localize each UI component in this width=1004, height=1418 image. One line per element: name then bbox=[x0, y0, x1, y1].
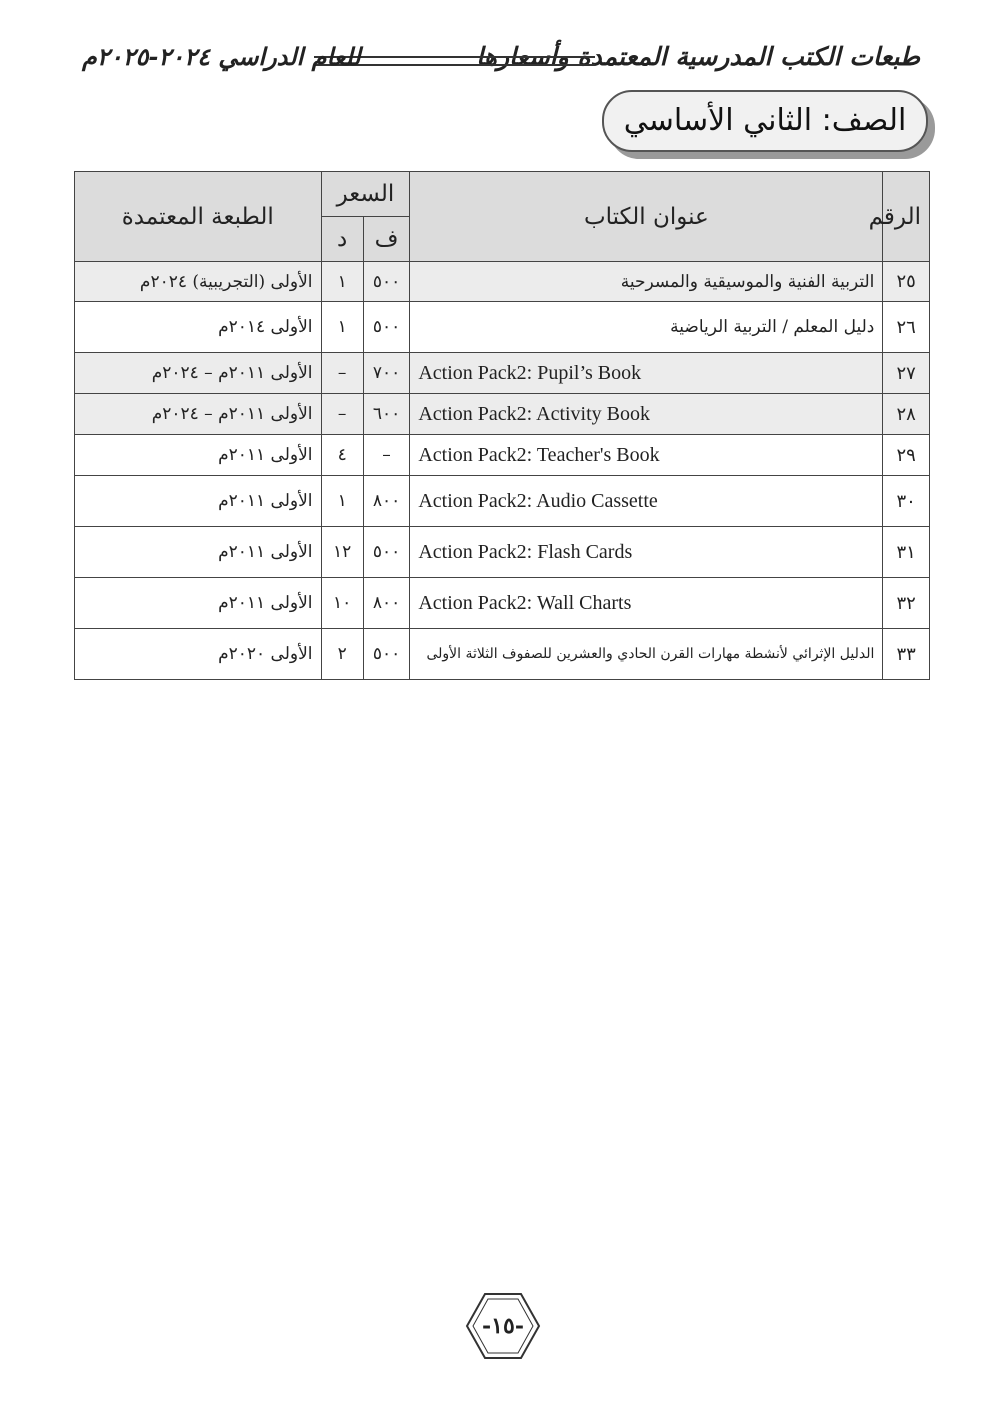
row-edition: الأولى ٢٠١١م – ٢٠٢٤م bbox=[75, 394, 322, 435]
header-price: السعر bbox=[321, 172, 410, 217]
table-row bbox=[75, 476, 930, 527]
table-row bbox=[75, 527, 930, 578]
row-title: Action Pack2: Activity Book bbox=[410, 394, 883, 435]
row-number: ٢٥ bbox=[883, 262, 930, 302]
row-number: ٣١ bbox=[883, 527, 930, 578]
header-number: الرقم bbox=[883, 172, 930, 262]
row-edition: الأولى ٢٠١١م bbox=[75, 527, 322, 578]
table-row bbox=[75, 353, 930, 394]
row-number: ٣٢ bbox=[883, 578, 930, 629]
table-row bbox=[75, 302, 930, 353]
row-dinar: ٢ bbox=[321, 629, 363, 680]
row-dinar: ١ bbox=[321, 262, 363, 302]
row-dinar: ٤ bbox=[321, 435, 363, 476]
row-fils: ٦٠٠ bbox=[363, 394, 410, 435]
row-title: Action Pack2: Pupil’s Book bbox=[410, 353, 883, 394]
table-row bbox=[75, 578, 930, 629]
books-table bbox=[74, 171, 930, 680]
row-title: Action Pack2: Teacher's Book bbox=[410, 435, 883, 476]
row-title: التربية الفنية والموسيقية والمسرحية bbox=[410, 262, 883, 302]
header-edition: الطبعة المعتمدة bbox=[75, 172, 322, 262]
page-number: -١٥- bbox=[482, 1313, 524, 1339]
table-row bbox=[75, 435, 930, 476]
row-dinar: ١٠ bbox=[321, 578, 363, 629]
page-number-badge bbox=[465, 1292, 541, 1360]
row-edition: الأولى ٢٠٢٠م bbox=[75, 629, 322, 680]
row-title: Action Pack2: Flash Cards bbox=[410, 527, 883, 578]
row-edition: الأولى ٢٠١١م – ٢٠٢٤م bbox=[75, 353, 322, 394]
row-fils: ٨٠٠ bbox=[363, 578, 410, 629]
row-number: ٢٨ bbox=[883, 394, 930, 435]
grade-label-box bbox=[602, 90, 928, 152]
row-edition: الأولى (التجريبية) ٢٠٢٤م bbox=[75, 262, 322, 302]
header-title: طبعات الكتب المدرسية المعتمدة وأسعارها bbox=[476, 42, 920, 71]
row-number: ٢٧ bbox=[883, 353, 930, 394]
row-fils: ٥٠٠ bbox=[363, 527, 410, 578]
row-dinar: – bbox=[321, 353, 363, 394]
table-row bbox=[75, 262, 930, 302]
row-edition: الأولى ٢٠١٤م bbox=[75, 302, 322, 353]
row-title: Action Pack2: Audio Cassette bbox=[410, 476, 883, 527]
row-dinar: ١ bbox=[321, 302, 363, 353]
row-fils: ٥٠٠ bbox=[363, 302, 410, 353]
row-fils: ٥٠٠ bbox=[363, 262, 410, 302]
grade-label: الصف: الثاني الأساسي bbox=[623, 103, 907, 138]
row-fils: ٥٠٠ bbox=[363, 629, 410, 680]
row-edition: الأولى ٢٠١١م bbox=[75, 435, 322, 476]
row-edition: الأولى ٢٠١١م bbox=[75, 578, 322, 629]
row-dinar: ١ bbox=[321, 476, 363, 527]
table-row bbox=[75, 394, 930, 435]
row-number: ٢٩ bbox=[883, 435, 930, 476]
row-number: ٣٣ bbox=[883, 629, 930, 680]
row-title: الدليل الإثرائي لأنشطة مهارات القرن الحادي والعشرين للصفوف الثلاثة الأولى bbox=[410, 629, 883, 680]
header-fils: ف bbox=[363, 217, 410, 262]
row-title: Action Pack2: Wall Charts bbox=[410, 578, 883, 629]
row-edition: الأولى ٢٠١١م bbox=[75, 476, 322, 527]
row-fils: – bbox=[363, 435, 410, 476]
page-header bbox=[82, 40, 920, 80]
table-row bbox=[75, 629, 930, 680]
row-number: ٢٦ bbox=[883, 302, 930, 353]
row-fils: ٨٠٠ bbox=[363, 476, 410, 527]
header-title: عنوان الكتاب bbox=[410, 172, 883, 262]
row-dinar: – bbox=[321, 394, 363, 435]
row-fils: ٧٠٠ bbox=[363, 353, 410, 394]
header-dinar: د bbox=[321, 217, 363, 262]
row-dinar: ١٢ bbox=[321, 527, 363, 578]
row-title: دليل المعلم / التربية الرياضية bbox=[410, 302, 883, 353]
header-year: للعام الدراسي ٢٠٢٤-٢٠٢٥م bbox=[82, 42, 361, 71]
row-number: ٣٠ bbox=[883, 476, 930, 527]
